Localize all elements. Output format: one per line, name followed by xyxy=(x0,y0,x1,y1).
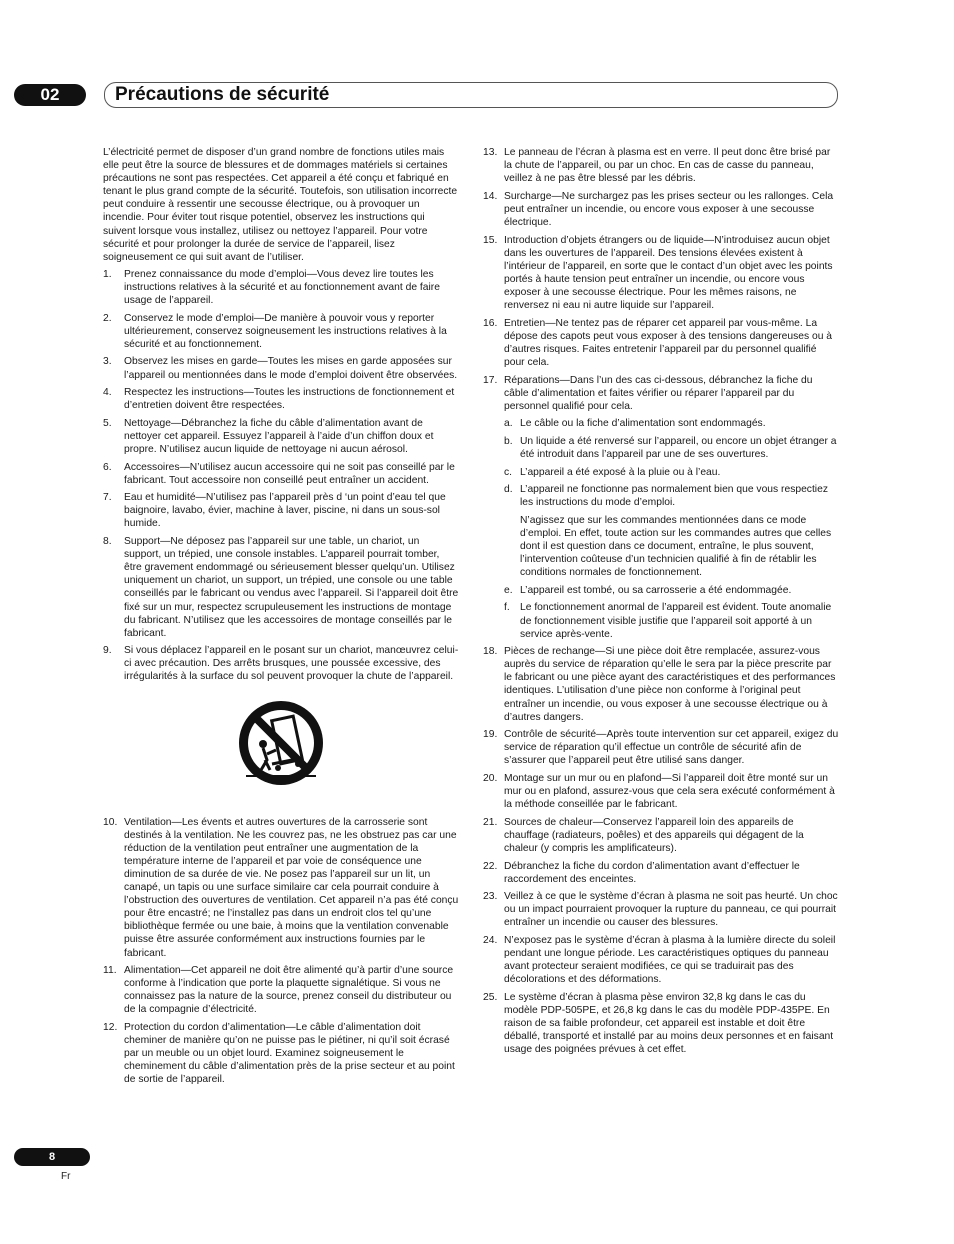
list-item xyxy=(103,964,459,1016)
item-marker: e. xyxy=(504,584,513,596)
sub-list-item xyxy=(483,435,839,461)
item-text: Le système d’écran à plasma pèse environ 32,8 kg dans le cas du modèle PDP-505PE, et 26,8 kg dans le cas du modèle PDP-435PE. En raison de sa faible profondeur, cet appareil est instable et doit être déballé, transporté et installé par au moins deux personnes et en faisant usage des poignées prévues à cet effet. xyxy=(504,991,834,1056)
list-item xyxy=(103,816,459,960)
item-text: Conservez le mode d’emploi—De manière à pouvoir vous y reporter ultérieurement, conservez soigneusement les instructions relatives à la sécurité et au fonctionnement. xyxy=(124,312,447,350)
sub-list-item xyxy=(483,584,839,597)
page-title: Précautions de sécurité xyxy=(115,84,330,105)
item-text: Le câble ou la fiche d’alimentation sont endommagés. xyxy=(520,418,766,430)
item-text: Le fonctionnement anormal de l’appareil est évident. Toute anomalie de fonctionnement visible justifie que l’appareil soit apporté à un service après-vente. xyxy=(520,602,832,640)
item-text: Débranchez la fiche du cordon d’alimentation avant d’effectuer le raccordement des enceintes. xyxy=(504,860,800,885)
sub-d-paragraph: N’agissez que sur les commandes mentionnées dans ce mode d’emploi. En effet, toute action sur les commandes autres que celles dont il est question dans ce document, entraîne, le plus souvent, l’intervention coûteuse d’un technicien qualifié à fin de rétablir les conditions normales de fonctionnement. xyxy=(520,514,832,579)
item-marker: 13. xyxy=(483,147,498,158)
list-item xyxy=(483,728,839,767)
item-text: Surcharge—Ne surchargez pas les prises secteur ou les rallonges. Cela peut entraîner un incendie, ou encore vous exposer à une secousse électrique. xyxy=(504,190,834,228)
list-item xyxy=(103,355,459,381)
item-text: Support—Ne déposez pas l’appareil sur une table, un chariot, un support, un trépied, une console instables. L’appareil pourrait tomber, être gravement endommagé ou sérieusement blesser quelqu’un. Utilisez uniquement un chariot, un support, un trépied, une console ou une table conseillés par le fabricant ou vendus avec l’appareil. Si l’appareil doit être fixé sur un mur, respectez scrupuleusement les instructions de montage du fabricant. N’utilisez que les accessoires de montage conseillés par le fabricant. xyxy=(124,536,459,639)
list-item xyxy=(483,890,839,929)
sub-list-item xyxy=(483,466,839,479)
item-marker: 8. xyxy=(103,536,112,548)
item-marker: 2. xyxy=(103,312,112,324)
item-marker: 18. xyxy=(483,646,498,658)
sub-list-a xyxy=(483,417,839,509)
sub-list-b xyxy=(483,584,839,641)
language-code: Fr xyxy=(61,1171,71,1182)
item-text: Contrôle de sécurité—Après toute intervention sur cet appareil, exigez du service de réparation qu’il effectue un contrôle de sécurité afin de s’assurer que l’appareil peut être utilisé sans danger. xyxy=(504,729,839,767)
item-text: Sources de chaleur—Conservez l’appareil loin des appareils de chauffage (radiateurs, poêles) et des appareils qui dégagent de la chaleur (y compris les amplificateurs). xyxy=(504,816,804,854)
list-item xyxy=(483,934,839,986)
item-text: Un liquide a été renversé sur l’appareil, ou encore un objet étranger a été introduit dans l’appareil par une de ses ouvertures. xyxy=(520,435,837,460)
item-marker: d. xyxy=(504,484,513,496)
cart-warning-figure xyxy=(103,698,459,798)
list-item xyxy=(103,268,459,307)
sub-list-item xyxy=(483,417,839,430)
cart-tipover-warning-icon xyxy=(236,698,326,788)
item-marker: 20. xyxy=(483,773,498,785)
item-text: Prenez connaissance du mode d’emploi—Vous devez lire toutes les instructions relatives à la sécurité et au fonctionnement avant de faire usage de l’appareil. xyxy=(124,268,440,307)
item-text: Montage sur un mur ou en plafond—Si l’appareil doit être monté sur un mur ou en plafond, assurez-vous que cela sera exécuté conformément à la méthode conseillée par le fabricant. xyxy=(504,773,835,811)
list-item xyxy=(103,535,459,640)
item-text: Introduction d’objets étrangers ou de liquide—N’introduisez aucun objet dans les ouvertures de l’appareil. Des tensions élevées existent à l’intérieur de l’appareil, en sorte que le contact d’un objet avec les points portés à haute tension peut entraîner un incendie, ou encore vous exposer à une secousse électrique. Pour les mêmes raisons, ne renversez ni eau ni autre liquide sur l’appareil. xyxy=(504,234,833,312)
item-text: Réparations—Dans l’un des cas ci-dessous, débranchez la fiche du câble d’alimentation et faites vérifier ou réparer l’appareil par du personnel qualifié pour cela. xyxy=(504,374,813,412)
item-text: Entretien—Ne tentez pas de réparer cet appareil par vous-même. La dépose des capots peut vous exposer à des tensions dangereuses ou à d’autres risques. Faites entretenir l’appareil par du personnel qualifié pour cela. xyxy=(504,317,833,368)
item-text: Eau et humidité—N’utilisez pas l’appareil près d ‘un point d’eau tel que baignoire, lavabo, évier, machine à laver, piscine, ni dans un sous-sol humide. xyxy=(124,492,446,530)
item-marker: 10. xyxy=(103,816,118,828)
item-marker: f. xyxy=(504,602,510,614)
list-item xyxy=(483,146,839,185)
list-item xyxy=(483,645,839,724)
list-item xyxy=(483,374,839,413)
item-text: Pièces de rechange—Si une pièce doit être remplacée, assurez-vous auprès du service de réparation qu’elle le sera par la pièce prescrite par le fabricant ou une pièce ayant des caractéristiques et des performances identiques. L’utilisation d’une pièce non conforme à l’original peut entraîner un incendie, ou vous exposer à une secousse électrique ou à d’autres dangers. xyxy=(504,646,836,723)
list-item xyxy=(483,991,839,1056)
sub-list-item xyxy=(483,483,839,509)
right-list-a xyxy=(483,146,839,413)
left-list-b xyxy=(103,816,459,1087)
item-text: N’exposez pas le système d’écran à plasma à la lumière directe du soleil pendant une longue période. Les caractéristiques optiques du panneau avant protecteur seraient modifiées, ce qui se traduirait pas des décolorations et des déformations. xyxy=(504,935,836,986)
item-text: Respectez les instructions—Toutes les instructions de fonctionnement et d’entretien doivent être respectées. xyxy=(124,387,455,412)
item-marker: 3. xyxy=(103,356,112,368)
item-marker: 23. xyxy=(483,891,498,903)
item-marker: 6. xyxy=(103,461,112,473)
page-number-badge: 8 xyxy=(14,1148,90,1166)
item-marker: 4. xyxy=(103,387,112,399)
list-item xyxy=(483,317,839,369)
item-text: L’appareil a été exposé à la pluie ou à l’eau. xyxy=(520,466,721,478)
item-marker: 17. xyxy=(483,374,498,386)
intro-paragraph: L’électricité permet de disposer d’un grand nombre de fonctions utiles mais elle peut être la source de blessures et de dommages matériels si certaines précautions ne sont pas respectées. Cet appareil a été conçu et fabriqué en tenant le plus grand compte de la sécurité. Toutefois, son utilisation incorrecte peut conduire à ressentir une secousse électrique, ou à provoquer un incendie. Pour éviter tout risque potentiel, observez les instructions qui suivent lorsque vous installez, utilisez ou nettoyez l’appareil. Pour votre sécurité et pour prolonger la durée de service de l’appareil, lisez soigneusement ce qui suit avant de l’utiliser. xyxy=(103,147,458,263)
list-item xyxy=(483,860,839,886)
item-text: Alimentation—Cet appareil ne doit être alimenté qu’à partir d’une source conforme à l’indication que porte la plaquette signalétique. Si vous ne connaissez pas la nature de la source, prenez conseil du distributeur ou de la compagnie d’électricité. xyxy=(124,965,454,1016)
item-marker: 16. xyxy=(483,317,498,329)
item-marker: 15. xyxy=(483,234,498,246)
list-item xyxy=(103,461,459,487)
item-marker: b. xyxy=(504,435,513,447)
list-item xyxy=(483,190,839,229)
list-item xyxy=(103,312,459,351)
list-item xyxy=(103,644,459,683)
item-marker: 24. xyxy=(483,935,498,947)
item-marker: 7. xyxy=(103,492,112,504)
list-item xyxy=(483,772,839,811)
item-marker: 21. xyxy=(483,816,498,828)
list-item xyxy=(103,386,459,412)
right-column xyxy=(483,146,839,1061)
item-text: Si vous déplacez l’appareil en le posant sur un chariot, manœuvrez celui-ci avec précaution. Des arrêts brusques, une poussée excessive, des irrégularités à la surface du sol peuvent provoquer la chute de l’appareil. xyxy=(124,645,459,683)
item-marker: 9. xyxy=(103,645,112,657)
right-list-b xyxy=(483,645,839,1056)
item-marker: c. xyxy=(504,466,513,478)
item-text: Accessoires—N’utilisez aucun accessoire qui ne soit pas conseillé par le fabricant. Tout accessoire non conseillé peut entraîner un accident. xyxy=(124,461,455,486)
item-text: Protection du cordon d’alimentation—Le câble d’alimentation doit cheminer de manière qu’on ne puisse pas le piétiner, ni qu’il soit écrasé par un meuble ou un objet lourd. Examinez soigneusement le cheminement du câble d’alimentation près de la prise secteur et au point de sortie de l’appareil. xyxy=(124,1021,455,1086)
item-marker: 22. xyxy=(483,860,498,872)
item-marker: 12. xyxy=(103,1021,118,1033)
item-text: Le panneau de l’écran à plasma est en verre. Il peut donc être brisé par la chute de l’appareil, ou par un choc. En cas de casse du panneau, veillez à ne pas être blessé par les débris. xyxy=(504,147,831,185)
list-item xyxy=(103,1021,459,1086)
list-item xyxy=(103,491,459,530)
item-text: L’appareil ne fonctionne pas normalement bien que vous respectiez les instructions du mode d’emploi. xyxy=(520,484,828,509)
left-column xyxy=(103,146,459,1091)
list-item xyxy=(103,417,459,456)
list-item xyxy=(483,234,839,313)
sub-list-item xyxy=(483,601,839,640)
item-marker: 1. xyxy=(103,268,112,280)
item-text: Observez les mises en garde—Toutes les mises en garde apposées sur l’appareil ou mentionnées dans le mode d’emploi doivent être observées. xyxy=(124,356,458,381)
item-text: Nettoyage—Débranchez la fiche du câble d’alimentation avant de nettoyer cet appareil. Essuyez l’appareil à l’aide d’un chiffon doux et propre. N’utilisez aucun liquide de nettoyage ni aucun aérosol. xyxy=(124,417,434,455)
item-text: Veillez à ce que le système d’écran à plasma ne soit pas heurté. Un choc ou un impact pourraient provoquer la rupture du panneau, ce qui pourrait entraîner un incendie ou causer des blessures. xyxy=(504,891,838,929)
item-text: L’appareil est tombé, ou sa carrosserie a été endommagée. xyxy=(520,584,792,596)
left-list-a xyxy=(103,268,459,684)
item-marker: 11. xyxy=(103,965,117,977)
item-marker: 19. xyxy=(483,729,498,741)
list-item xyxy=(483,816,839,855)
item-marker: 14. xyxy=(483,190,498,202)
item-marker: a. xyxy=(504,418,513,430)
chapter-number-badge: 02 xyxy=(14,84,86,106)
chapter-title-bar xyxy=(104,82,838,108)
item-marker: 5. xyxy=(103,417,112,429)
item-text: Ventilation—Les évents et autres ouvertures de la carrosserie sont destinés à la ventilation. Ne les couvrez pas, ne les obstruez pas car une réduction de la ventilation peut entraîner une augmentation de la température interne de l’appareil et par voie de conséquence une diminution de sa durée de vie. Ne posez pas l’appareil sur un lit, un canapé, un tapis ou une surface similaire car cela pourrait conduire à l’obstruction des ouvertures de ventilation. Cet appareil n’a pas été conçu pour être encastré; ne l’installez pas dans un endroit clos tel qu’une bibliothèque fermée ou une baie, à moins que la ventilation convenable puisse être assurée conformément aux instructions fournies par le fabricant. xyxy=(124,816,459,959)
item-marker: 25. xyxy=(483,991,498,1003)
